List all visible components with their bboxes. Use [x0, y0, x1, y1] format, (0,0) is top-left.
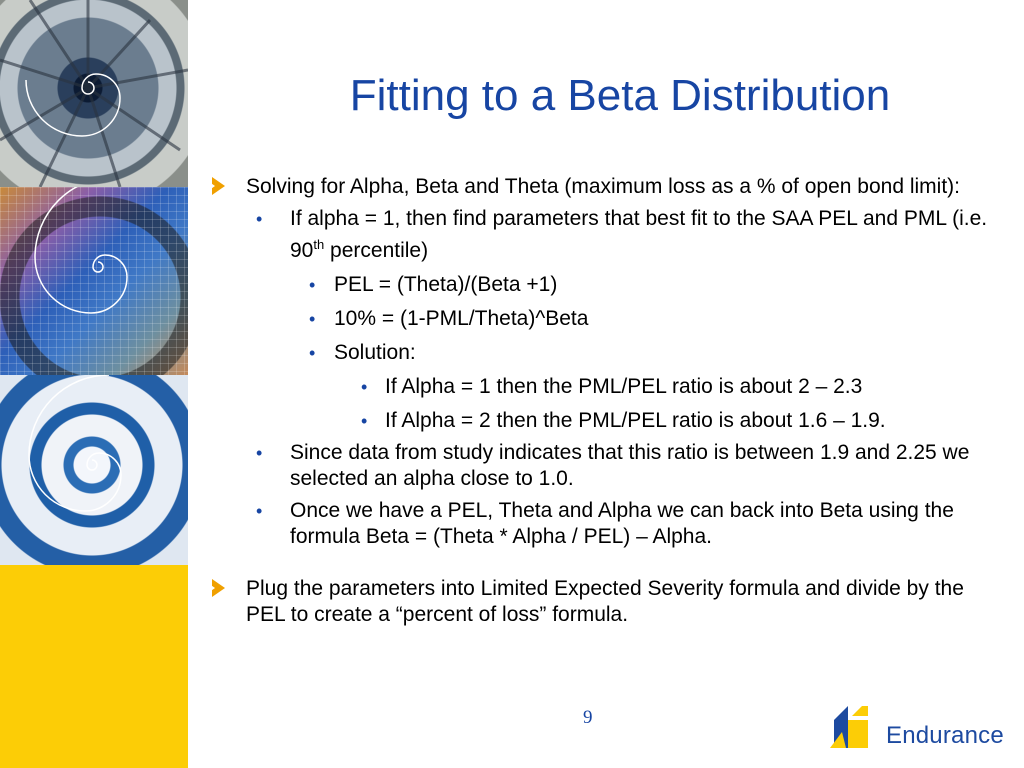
dot-bullet-icon: •: [256, 443, 263, 463]
wafer-spiral-graphic: [0, 187, 188, 375]
bullet-solving: [206, 174, 1006, 200]
arrow-bullet-icon: [212, 579, 225, 597]
bullet-text: If Alpha = 1 then the PML/PEL ratio is about 2 – 2.3: [385, 375, 863, 398]
level4-bullet-alpha-1: [206, 374, 1006, 400]
dot-bullet-icon: •: [309, 343, 316, 363]
endurance-logo-mark-icon: [830, 702, 870, 748]
sub-bullet-once-we-have: [206, 498, 1006, 550]
yellow-block: [0, 565, 188, 768]
page-number: 9: [583, 707, 593, 728]
bullet-text: percentile): [324, 239, 429, 262]
slide-title: Fitting to a Beta Distribution: [349, 71, 891, 120]
bullet-text: If Alpha = 2 then the PML/PEL ratio is about 1.6 – 1.9.: [385, 409, 886, 432]
dot-bullet-icon: •: [361, 377, 368, 397]
endurance-logo: [830, 700, 1005, 750]
sub-sub-bullet-solution: [206, 340, 1006, 366]
bullet-text: If alpha = 1, then find parameters that best fit to the SAA PEL and PML (i.e. 90: [290, 207, 988, 262]
bullet-plug-parameters: [206, 576, 1006, 628]
dot-bullet-icon: •: [309, 275, 316, 295]
spacer: [206, 550, 1006, 576]
level4-bullet-alpha-2: [206, 408, 1006, 434]
dot-bullet-icon: •: [256, 501, 263, 521]
decorative-image-strip: [0, 0, 188, 768]
hurricane-spiral-graphic: [0, 375, 188, 565]
dot-bullet-icon: •: [361, 411, 368, 431]
bullet-text: 10% = (1-PML/Theta)^Beta: [334, 307, 589, 330]
dot-bullet-icon: •: [256, 209, 263, 229]
sub-sub-bullet-pml: [206, 306, 1006, 332]
turbine-blades-graphic: [0, 0, 188, 187]
logo-text: Endurance: [886, 722, 1004, 749]
bullet-text: Solution:: [334, 341, 416, 364]
bullet-text: PEL = (Theta)/(Beta +1): [334, 273, 558, 296]
slide-body: [206, 174, 1006, 628]
sub-sub-bullet-pel: [206, 272, 1006, 298]
bullet-text: Once we have a PEL, Theta and Alpha we can back into Beta using the formula Beta = (Theta * Alpha / PEL) – Alpha.: [290, 499, 954, 548]
bullet-text: Plug the parameters into Limited Expected Severity formula and divide by the PEL to create a “percent of loss” formula.: [246, 577, 964, 626]
bullet-text: Solving for Alpha, Beta and Theta (maximum loss as a % of open bond limit):: [246, 175, 960, 198]
bullet-text: Since data from study indicates that this ratio is between 1.9 and 2.25 we selected an alpha close to 1.0.: [290, 441, 970, 490]
dot-bullet-icon: •: [309, 309, 316, 329]
superscript: th: [313, 237, 325, 252]
sub-bullet-since-data: [206, 440, 1006, 492]
sub-bullet-alpha-one: [206, 206, 1006, 264]
arrow-bullet-icon: [212, 177, 225, 195]
